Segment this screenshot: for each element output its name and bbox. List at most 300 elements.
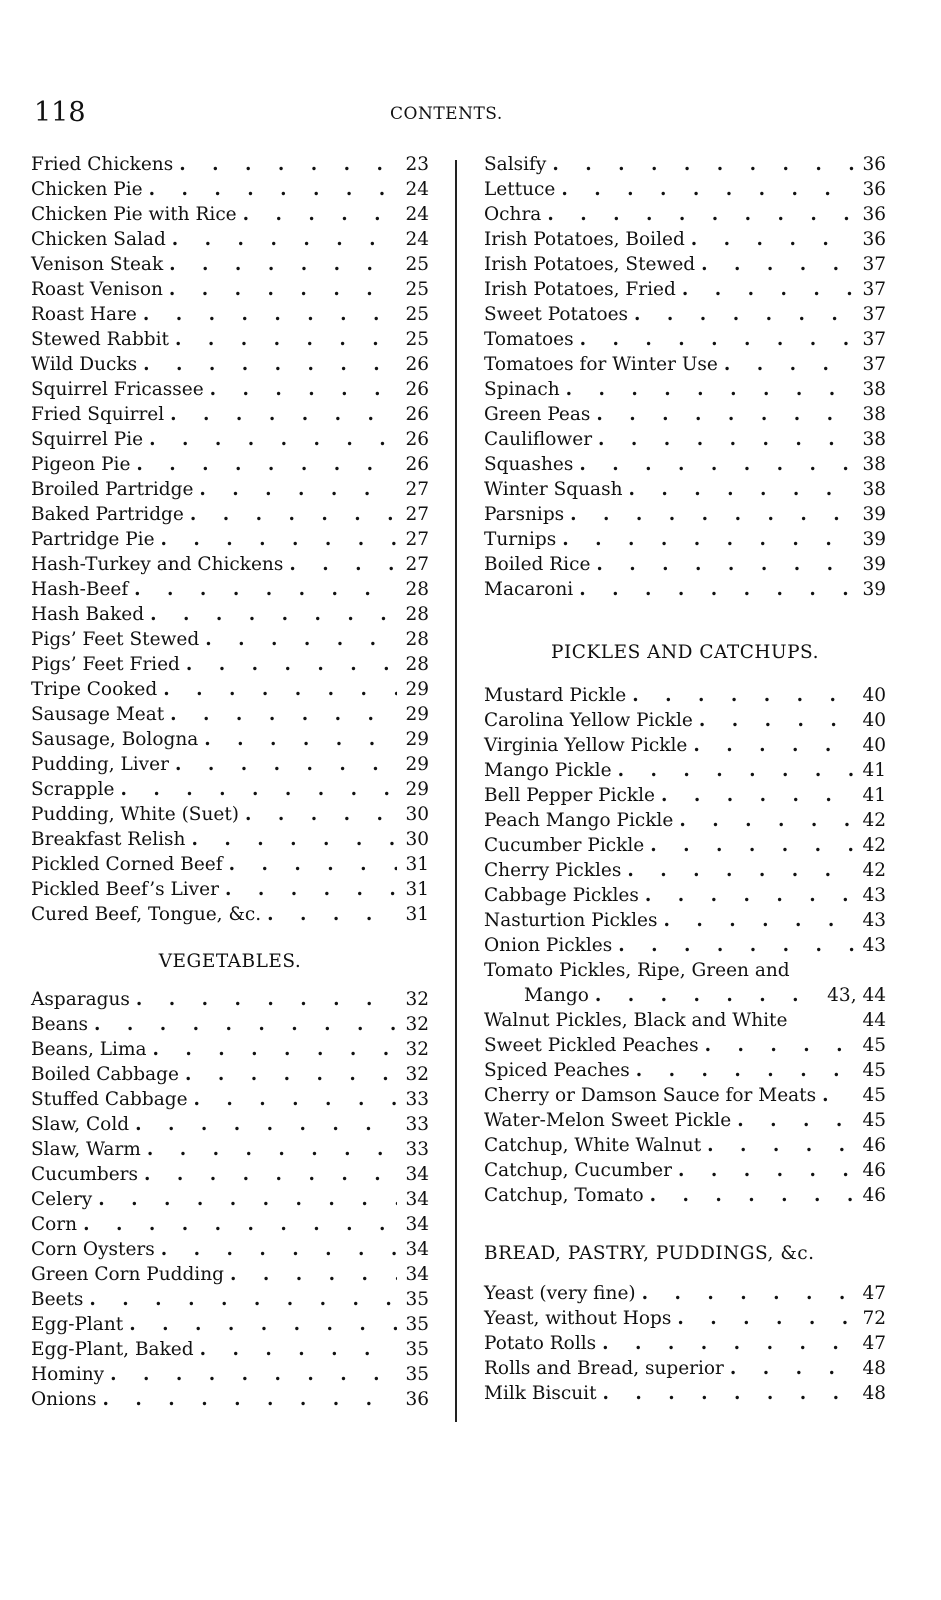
entry-title: Nasturtion Pickles	[484, 910, 658, 931]
toc-entry	[31, 1262, 429, 1287]
leader-dots	[570, 502, 854, 527]
entry-title: Chicken Pie with Rice	[31, 204, 237, 225]
leader-dots	[636, 1058, 854, 1083]
toc-entry	[31, 802, 429, 827]
toc-entry	[31, 1237, 429, 1262]
leader-dots	[190, 502, 397, 527]
leader-dots	[602, 1331, 854, 1356]
leader-dots	[596, 402, 854, 427]
entry-page: 26	[405, 429, 429, 450]
entry-page: 28	[405, 604, 429, 625]
entry-page: 38	[862, 454, 886, 475]
entry-title: Squashes	[484, 454, 574, 475]
entry-title: Salsify	[484, 154, 547, 175]
leader-dots	[547, 202, 854, 227]
toc-entry	[31, 1312, 429, 1337]
entry-title: Sweet Potatoes	[484, 304, 629, 325]
entry-page: 48	[862, 1358, 886, 1379]
leader-dots	[618, 933, 854, 958]
entry-page: 37	[862, 354, 886, 375]
entry-title: Corn Oysters	[31, 1239, 155, 1260]
toc-entry	[484, 1356, 886, 1381]
toc-entry	[484, 983, 886, 1008]
leader-dots	[175, 327, 397, 352]
toc-entry	[31, 352, 429, 377]
vegetables-continued-list	[484, 152, 886, 602]
toc-entry	[31, 1337, 429, 1362]
toc-entry	[484, 252, 886, 277]
vegetables-heading: VEGETABLES.	[158, 951, 302, 972]
entry-title: Tomato Pickles, Ripe, Green and	[484, 960, 790, 981]
toc-entry	[484, 327, 886, 352]
entry-page: 32	[405, 1014, 429, 1035]
leader-dots	[230, 1262, 397, 1287]
leader-dots	[705, 1033, 854, 1058]
leader-dots	[267, 902, 397, 927]
entry-page: 25	[405, 304, 429, 325]
leader-dots	[691, 227, 854, 252]
entry-page: 29	[405, 704, 429, 725]
entry-title: Broiled Partridge	[31, 479, 194, 500]
entry-page: 31	[405, 904, 429, 925]
entry-title: Pigs’ Feet Stewed	[31, 629, 200, 650]
toc-entry	[484, 1133, 886, 1158]
entry-page: 37	[862, 279, 886, 300]
leader-dots	[98, 1187, 397, 1212]
toc-entry	[31, 1137, 429, 1162]
toc-entry	[31, 602, 429, 627]
entry-title: Slaw, Cold	[31, 1114, 130, 1135]
leader-dots	[172, 227, 397, 252]
leader-dots	[161, 1237, 397, 1262]
toc-entry	[484, 958, 886, 983]
toc-entry	[484, 933, 886, 958]
entry-page: 45	[862, 1060, 886, 1081]
entry-page: 47	[862, 1283, 886, 1304]
leader-dots	[89, 1287, 397, 1312]
entry-title: Pigs’ Feet Fried	[31, 654, 180, 675]
entry-page: 30	[405, 829, 429, 850]
pickles-heading: PICKLES AND CATCHUPS.	[551, 642, 819, 663]
toc-entry	[31, 1362, 429, 1387]
entry-title: Stewed Rabbit	[31, 329, 169, 350]
toc-entry	[31, 852, 429, 877]
toc-entry	[484, 1381, 886, 1406]
entry-title: Milk Biscuit	[484, 1383, 597, 1404]
leader-dots	[724, 352, 854, 377]
entry-page: 37	[862, 329, 886, 350]
toc-entry	[484, 227, 886, 252]
toc-entry	[31, 1037, 429, 1062]
toc-entry	[31, 577, 429, 602]
entry-page: 27	[405, 504, 429, 525]
leader-dots	[596, 552, 854, 577]
leader-dots	[682, 277, 854, 302]
bread-heading: BREAD, PASTRY, PUDDINGS, &c.	[484, 1243, 815, 1264]
toc-entry	[484, 152, 886, 177]
leader-dots	[170, 702, 397, 727]
entry-title: Sausage Meat	[31, 704, 165, 725]
entry-title: Onions	[31, 1389, 97, 1410]
entry-title: Potato Rolls	[484, 1333, 597, 1354]
leader-dots	[677, 1306, 854, 1331]
meats-list	[31, 152, 429, 927]
entry-title: Beans, Lima	[31, 1039, 147, 1060]
leader-dots	[143, 302, 397, 327]
leader-dots	[603, 1381, 855, 1406]
entry-page: 37	[862, 254, 886, 275]
left-column	[31, 152, 429, 1412]
toc-entry	[31, 302, 429, 327]
pickles-list	[484, 683, 886, 958]
entry-page: 29	[405, 679, 429, 700]
toc-entry	[31, 727, 429, 752]
entry-page: 72	[862, 1308, 886, 1329]
entry-page: 28	[405, 629, 429, 650]
entry-title: Corn	[31, 1214, 78, 1235]
entry-title: Pickled Beef’s Liver	[31, 879, 219, 900]
leader-dots	[194, 1087, 397, 1112]
leader-dots	[598, 427, 854, 452]
entry-title: Roast Hare	[31, 304, 137, 325]
entry-page: 25	[405, 329, 429, 350]
leader-dots	[243, 202, 397, 227]
toc-entry	[31, 1062, 429, 1087]
entry-page: 41	[862, 785, 886, 806]
entry-page: 42	[862, 860, 886, 881]
toc-entry	[484, 277, 886, 302]
toc-entry	[31, 1112, 429, 1137]
entry-title: Hash Baked	[31, 604, 145, 625]
toc-entry	[31, 227, 429, 252]
entry-title: Pigeon Pie	[31, 454, 131, 475]
toc-entry	[484, 402, 886, 427]
toc-entry	[31, 427, 429, 452]
toc-entry	[484, 1158, 886, 1183]
leader-dots	[150, 602, 397, 627]
entry-title: Cherry Pickles	[484, 860, 622, 881]
entry-page: 43, 44	[827, 985, 886, 1006]
toc-entry	[484, 908, 886, 933]
entry-page: 27	[405, 554, 429, 575]
toc-entry	[31, 152, 429, 177]
toc-entry	[484, 858, 886, 883]
entry-title: Fried Squirrel	[31, 404, 165, 425]
toc-entry	[484, 427, 886, 452]
entry-title: Egg-Plant, Baked	[31, 1339, 194, 1360]
entry-title: Peach Mango Pickle	[484, 810, 674, 831]
entry-title: Cherry or Damson Sauce for Meats	[484, 1085, 817, 1106]
entry-page: 39	[862, 504, 886, 525]
leader-dots	[135, 1112, 397, 1137]
entry-title: Breakfast Relish	[31, 829, 186, 850]
toc-entry	[31, 502, 429, 527]
entry-page: 32	[405, 1039, 429, 1060]
toc-entry	[31, 402, 429, 427]
entry-page: 38	[862, 429, 886, 450]
entry-title: Pickled Corned Beef	[31, 854, 223, 875]
entry-page: 43	[862, 935, 886, 956]
entry-page: 35	[405, 1364, 429, 1385]
leader-dots	[185, 1062, 397, 1087]
entry-title: Boiled Cabbage	[31, 1064, 179, 1085]
entry-page: 36	[862, 204, 886, 225]
entry-page: 34	[405, 1164, 429, 1185]
entry-title: Walnut Pickles, Black and White	[484, 1010, 788, 1031]
entry-title: Hominy	[31, 1364, 105, 1385]
toc-entry	[31, 1187, 429, 1212]
entry-title: Squirrel Pie	[31, 429, 144, 450]
entry-page: 39	[862, 554, 886, 575]
entry-title: Catchup, Cucumber	[484, 1160, 672, 1181]
toc-entry	[31, 902, 429, 927]
entry-title: Irish Potatoes, Fried	[484, 279, 676, 300]
leader-dots	[169, 252, 397, 277]
entry-page: 36	[862, 179, 886, 200]
toc-entry	[484, 833, 886, 858]
toc-entry	[31, 527, 429, 552]
entry-page: 44	[862, 1010, 886, 1031]
entry-title: Tripe Cooked	[31, 679, 158, 700]
entry-page: 29	[405, 754, 429, 775]
toc-entry	[31, 1287, 429, 1312]
leader-dots	[618, 758, 854, 783]
entry-page: 24	[405, 179, 429, 200]
toc-entry	[31, 477, 429, 502]
entry-title: Spiced Peaches	[484, 1060, 630, 1081]
entry-title: Irish Potatoes, Boiled	[484, 229, 685, 250]
entry-page: 33	[405, 1139, 429, 1160]
leader-dots	[679, 808, 854, 833]
entry-title: Pudding, Liver	[31, 754, 169, 775]
entry-title: Ochra	[484, 204, 542, 225]
entry-title: Tomatoes	[484, 329, 574, 350]
entry-title: Chicken Salad	[31, 229, 166, 250]
leader-dots	[661, 783, 854, 808]
leader-dots	[83, 1212, 397, 1237]
entry-page: 38	[862, 479, 886, 500]
leader-dots	[186, 652, 397, 677]
entry-page: 40	[862, 685, 886, 706]
entry-page: 34	[405, 1214, 429, 1235]
entry-page: 37	[862, 304, 886, 325]
toc-entry	[484, 708, 886, 733]
entry-page: 40	[862, 735, 886, 756]
leader-dots	[701, 252, 854, 277]
leader-dots	[170, 402, 397, 427]
toc-entry	[484, 452, 886, 477]
entry-page: 26	[405, 379, 429, 400]
toc-entry	[484, 202, 886, 227]
leader-dots	[110, 1362, 397, 1387]
entry-page: 28	[405, 579, 429, 600]
entry-page: 39	[862, 529, 886, 550]
entry-page: 33	[405, 1114, 429, 1135]
entry-title: Irish Potatoes, Stewed	[484, 254, 696, 275]
leader-dots	[179, 152, 397, 177]
entry-page: 36	[862, 154, 886, 175]
toc-entry	[484, 783, 886, 808]
toc-entry	[31, 627, 429, 652]
toc-entry	[484, 883, 886, 908]
toc-entry	[31, 1162, 429, 1187]
leader-dots	[225, 877, 397, 902]
leader-dots	[200, 1337, 397, 1362]
entry-page: 41	[862, 760, 886, 781]
column-divider	[455, 160, 457, 1422]
toc-entry	[484, 1306, 886, 1331]
toc-entry	[31, 252, 429, 277]
entry-title: Hash-Beef	[31, 579, 129, 600]
entry-page: 40	[862, 710, 886, 731]
toc-entry	[484, 1183, 886, 1208]
leader-dots	[199, 477, 397, 502]
entry-page: 30	[405, 804, 429, 825]
leader-dots	[153, 1037, 397, 1062]
entry-page: 43	[862, 910, 886, 931]
entry-title: Tomatoes for Winter Use	[484, 354, 718, 375]
entry-title: Macaroni	[484, 579, 574, 600]
entry-page: 26	[405, 404, 429, 425]
toc-entry	[484, 502, 886, 527]
toc-entry	[31, 877, 429, 902]
toc-entry	[484, 352, 886, 377]
leader-dots	[562, 527, 854, 552]
entry-title: Boiled Rice	[484, 554, 591, 575]
entry-title: Yeast, without Hops	[484, 1308, 672, 1329]
running-head: CONTENTS.	[390, 104, 503, 124]
toc-entry	[484, 527, 886, 552]
entry-page: 36	[405, 1389, 429, 1410]
entry-page: 24	[405, 229, 429, 250]
toc-entry	[484, 683, 886, 708]
entry-title: Cauliflower	[484, 429, 593, 450]
toc-entry	[484, 552, 886, 577]
toc-entry	[484, 1108, 886, 1133]
entry-title: Asparagus	[31, 989, 130, 1010]
leader-dots	[642, 1281, 854, 1306]
toc-entry	[31, 552, 429, 577]
leader-dots	[143, 352, 397, 377]
entry-page: 33	[405, 1089, 429, 1110]
entry-title: Cured Beef, Tongue, &c.	[31, 904, 262, 925]
leader-dots	[663, 908, 854, 933]
leader-dots	[169, 277, 397, 302]
entry-page: 34	[405, 1239, 429, 1260]
leader-dots	[210, 377, 397, 402]
toc-entry	[484, 477, 886, 502]
entry-page: 26	[405, 354, 429, 375]
entry-title: Slaw, Warm	[31, 1139, 141, 1160]
entry-title: Baked Partridge	[31, 504, 184, 525]
entry-title: Venison Steak	[31, 254, 164, 275]
entry-title: Mango	[524, 985, 589, 1006]
entry-page: 31	[405, 879, 429, 900]
leader-dots	[163, 677, 397, 702]
entry-title: Hash-Turkey and Chickens	[31, 554, 284, 575]
entry-title: Cucumbers	[31, 1164, 139, 1185]
toc-entry	[484, 808, 886, 833]
entry-page: 45	[862, 1085, 886, 1106]
leader-dots	[579, 577, 854, 602]
leader-dots	[134, 577, 397, 602]
vegetables-list	[31, 987, 429, 1412]
entry-page: 32	[405, 989, 429, 1010]
entry-title: Spinach	[484, 379, 560, 400]
entry-title: Lettuce	[484, 179, 556, 200]
leader-dots	[650, 1183, 854, 1208]
leader-dots	[645, 883, 854, 908]
toc-entry	[31, 377, 429, 402]
entry-page: 35	[405, 1339, 429, 1360]
entry-page: 26	[405, 454, 429, 475]
leader-dots	[693, 733, 854, 758]
leader-dots	[678, 1158, 854, 1183]
entry-title: Scrapple	[31, 779, 115, 800]
leader-dots	[822, 1083, 854, 1108]
entry-page: 46	[862, 1160, 886, 1181]
toc-entry	[484, 1008, 886, 1033]
entry-page: 48	[862, 1383, 886, 1404]
entry-title: Stuffed Cabbage	[31, 1089, 188, 1110]
leader-dots	[632, 683, 854, 708]
leader-dots	[650, 833, 854, 858]
leader-dots	[595, 983, 821, 1008]
entry-title: Green Corn Pudding	[31, 1264, 224, 1285]
entry-title: Bell Pepper Pickle	[484, 785, 655, 806]
entry-page: 35	[405, 1314, 429, 1335]
toc-entry	[31, 652, 429, 677]
entry-title: Cucumber Pickle	[484, 835, 645, 856]
toc-entry	[484, 302, 886, 327]
entry-title: Sweet Pickled Peaches	[484, 1035, 699, 1056]
pickles-list-2	[484, 1033, 886, 1208]
toc-entry	[31, 987, 429, 1012]
entry-title: Catchup, Tomato	[484, 1185, 644, 1206]
leader-dots	[552, 152, 854, 177]
leader-dots	[730, 1356, 854, 1381]
leader-dots	[707, 1133, 854, 1158]
entry-title: Sausage, Bologna	[31, 729, 199, 750]
toc-entry	[31, 1087, 429, 1112]
toc-entry	[484, 377, 886, 402]
entry-title: Green Peas	[484, 404, 591, 425]
toc-entry	[31, 827, 429, 852]
entry-title: Fried Chickens	[31, 154, 174, 175]
right-column	[484, 152, 886, 1406]
entry-title: Cabbage Pickles	[484, 885, 639, 906]
leader-dots	[245, 802, 397, 827]
leader-dots	[144, 1162, 397, 1187]
toc-entry	[484, 177, 886, 202]
leader-dots	[566, 377, 854, 402]
toc-entry	[484, 1033, 886, 1058]
entry-page: 43	[862, 885, 886, 906]
leader-dots	[204, 727, 397, 752]
entry-title: Virginia Yellow Pickle	[484, 735, 688, 756]
entry-title: Mango Pickle	[484, 760, 612, 781]
entry-title: Parsnips	[484, 504, 565, 525]
toc-entry	[31, 277, 429, 302]
entry-title: Yeast (very fine)	[484, 1283, 636, 1304]
entry-page: 31	[405, 854, 429, 875]
entry-title: Turnips	[484, 529, 557, 550]
leader-dots	[561, 177, 854, 202]
entry-page: 29	[405, 779, 429, 800]
leader-dots	[136, 987, 397, 1012]
entry-title: Wild Ducks	[31, 354, 138, 375]
entry-page: 38	[862, 404, 886, 425]
